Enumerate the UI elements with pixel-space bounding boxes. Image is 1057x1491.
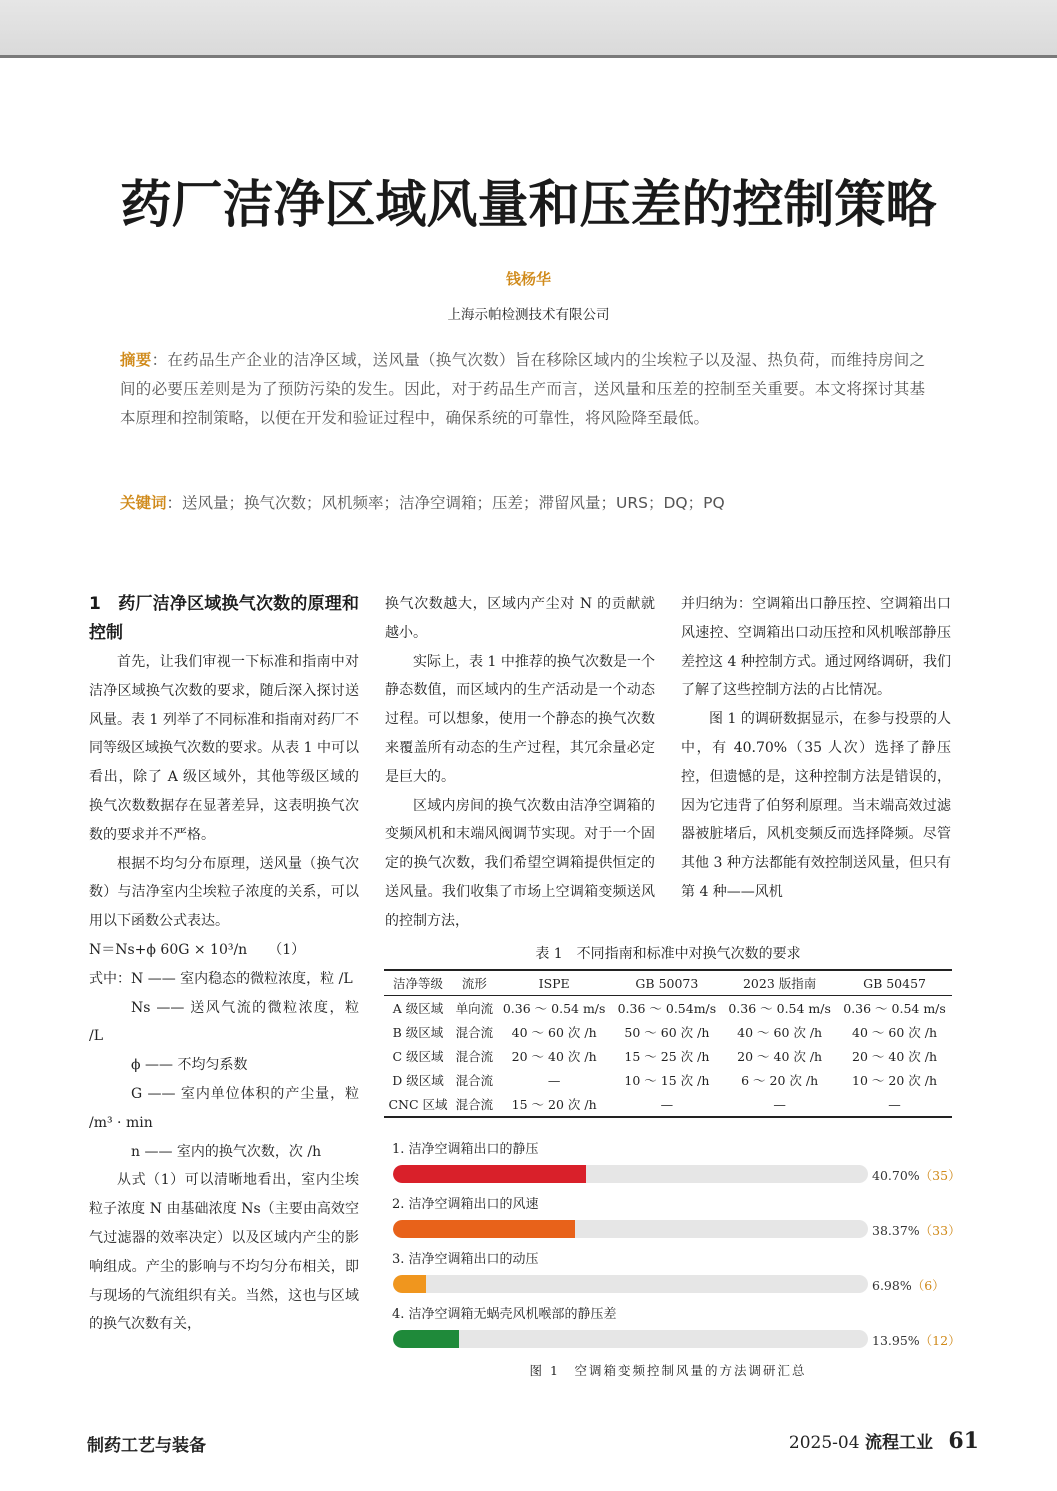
paragraph: 根据不均匀分布原理，送风量（换气次数）与洁净室内尘埃粒子浓度的关系，可以用以下函数公式表达。: [89, 855, 359, 930]
table-cell: —: [837, 1092, 952, 1117]
bar-value-label: [872, 1166, 961, 1184]
table-cell: 混合流: [455, 1049, 494, 1064]
bar: [393, 1165, 586, 1183]
table-row: [384, 996, 952, 1021]
bar: [393, 1330, 459, 1348]
table-row: [384, 1044, 952, 1068]
bar-value-label: [872, 1276, 945, 1294]
author-affiliation: 上海示帕检测技术有限公司: [447, 307, 610, 323]
footer-issue: [789, 1428, 979, 1454]
article-title: 药厂洁净区域风量和压差的控制策略: [120, 176, 937, 235]
table-cell: 0.36 ～ 0.54 m/s: [843, 1001, 946, 1016]
table-cell: 50 ～ 60 次 /h: [624, 1025, 710, 1040]
table-cell: 40 ～ 60 次 /h: [737, 1025, 823, 1040]
table-header-cell: 2023 版指南: [722, 970, 837, 996]
paragraph: 首先，让我们审视一下标准和指南中对洁净区域换气次数的要求，随后深入探讨送风量。表 1 列举了不同标准和指南对药厂不同等级区域换气次数的要求。从表 1 中可以看出，除了 A 级区域外，其他等级区域的换气次数数据存在显著差异，这表明换气次数的要求并不严格。: [89, 654, 359, 843]
bar-label: 1. 洁净空调箱出口的静压: [392, 1142, 539, 1157]
abstract: [120, 346, 925, 433]
bar-row: [390, 1303, 960, 1358]
page-number: 61: [948, 1428, 979, 1454]
table-cell: —: [612, 1092, 723, 1117]
bar-label: 4. 洁净空调箱无蜗壳风机喉部的静压差: [392, 1307, 617, 1322]
table-cell: 10 ～ 15 次 /h: [624, 1073, 710, 1088]
table-cell: 0.36 ～ 0.54 m/s: [728, 1001, 831, 1016]
bar-percent: 40.70%: [872, 1168, 920, 1183]
bar-percent: 13.95%: [872, 1333, 920, 1348]
table-row: [384, 1020, 952, 1044]
table-cell: C 级区域: [392, 1049, 444, 1064]
keywords-text: 送风量；换气次数；风机频率；洁净空调箱；压差；滞留风量；URS；DQ；PQ: [182, 494, 725, 512]
bar-count: （33）: [919, 1223, 961, 1238]
column-1: [89, 590, 359, 1339]
table-cell: B 级区域: [392, 1025, 444, 1040]
formula-definition: 式中：N —— 室内稳态的微粒浓度，粒 /L: [89, 970, 353, 987]
formula-definition: Ns —— 送风气流的微粒浓度，粒 /L: [89, 999, 359, 1045]
keywords-label: 关键词: [120, 494, 167, 512]
keywords: [120, 490, 940, 516]
bar-label: 3. 洁净空调箱出口的动压: [392, 1252, 539, 1267]
paragraph: 图 1 的调研数据显示，在参与投票的人中，有 40.70%（35 人次）选择了静压控，但遗憾的是，这种控制方法是错误的，因为它违背了伯努利原理。当末端高效过滤器被脏堵后，风机变频反而选择降频。尽管其他 3 种方法都能有效控制送风量，但只有第 4 种——风机: [681, 711, 951, 900]
section-heading: 1 药厂洁净区域换气次数的原理和控制: [89, 594, 359, 643]
table-cell: 6 ～ 20 次 /h: [741, 1073, 819, 1088]
author-name: 钱杨华: [505, 270, 551, 288]
table-header-cell: GB 50073: [612, 970, 723, 996]
table-cell: —: [547, 1072, 561, 1088]
table-cell: 15 ～ 20 次 /h: [497, 1092, 612, 1117]
figure-caption: 图 1 空调箱变频控制风量的方法调研汇总: [529, 1363, 807, 1378]
bar-count: （35）: [919, 1168, 961, 1183]
table-header-cell: GB 50457: [837, 970, 952, 996]
table-cell: 混合流: [455, 1025, 494, 1040]
bar: [393, 1220, 575, 1238]
table-cell: 单向流: [455, 1001, 494, 1016]
abstract-label: 摘要: [120, 351, 152, 369]
survey-bar-chart: [390, 1138, 960, 1358]
table-cell: 20 ～ 40 次 /h: [852, 1049, 938, 1064]
formula-definition: G —— 室内单位体积的产尘量，粒 /m³ · min: [89, 1085, 359, 1131]
bar-percent: 6.98%: [872, 1278, 912, 1293]
bar-value-label: [872, 1331, 961, 1349]
formula-definition: ϕ —— 不均匀系数: [131, 1057, 248, 1074]
formula-definition: n —— 室内的换气次数，次 /h: [131, 1143, 322, 1160]
footer-magazine: 流程工业: [864, 1433, 933, 1453]
formula: N＝Ns+ϕ 60G × 10³/n （1）: [89, 941, 306, 958]
bar: [393, 1275, 426, 1293]
paragraph: 实际上，表 1 中推荐的换气次数是一个静态数值，而区域内的生产活动是一个动态过程。可以想象，使用一个静态的换气次数来覆盖所有动态的生产过程，其冗余量必定是巨大的。: [385, 653, 655, 785]
footer-journal: 制药工艺与装备: [87, 1436, 206, 1456]
table-cell: 0.36 ～ 0.54m/s: [617, 1001, 717, 1016]
column-2: [385, 590, 655, 936]
bar-row: [390, 1193, 960, 1248]
paragraph: 从式（1）可以清晰地看出，室内尘埃粒子浓度 N 由基础浓度 Ns（主要由高效空气过滤器的效率决定）以及区域内产尘的影响组成。产尘的影响与不均匀分布相关，即与现场的气流组织有关。当然，这也与区域的换气次数有关，: [89, 1172, 359, 1333]
table-cell: 0.36 ～ 0.54 m/s: [502, 1001, 606, 1016]
footer-issue-date: 2025-04: [788, 1433, 860, 1453]
bar-percent: 38.37%: [872, 1223, 920, 1238]
table-cell: 15 ～ 25 次 /h: [624, 1049, 710, 1064]
table-cell: —: [722, 1092, 837, 1117]
table-row: [384, 1068, 952, 1092]
table-caption: 表 1 不同指南和标准中对换气次数的要求: [535, 946, 801, 962]
table-header-cell: ISPE: [497, 970, 612, 996]
table-cell: 10 ～ 20 次 /h: [852, 1073, 938, 1088]
table-cell: A 级区域: [392, 1001, 444, 1016]
abstract-colon: ：: [151, 351, 168, 369]
table-cell: 混合流: [452, 1092, 497, 1117]
keywords-colon: ：: [166, 494, 183, 512]
table-cell: D 级区域: [392, 1073, 444, 1088]
paragraph: 换气次数越大，区域内产尘对 N 的贡献就越小。: [385, 596, 655, 641]
bar-track: [393, 1330, 868, 1348]
bar-track: [393, 1165, 868, 1183]
bar-count: （12）: [919, 1333, 961, 1348]
paragraph: 并归纳为：空调箱出口静压控、空调箱出口风速控、空调箱出口动压控和风机喉部静压差控这 4 种控制方式。通过网络调研，我们了解了这些控制方法的占比情况。: [681, 596, 951, 699]
bar-row: [390, 1138, 960, 1193]
table-cell: 混合流: [455, 1073, 494, 1088]
abstract-text: 在药品生产企业的洁净区域，送风量（换气次数）旨在移除区域内的尘埃粒子以及湿、热负荷，而维持房间之间的必要压差则是为了预防污染的发生。因此，对于药品生产而言，送风量和压差的控制至关重要。本文将探讨其基本原理和控制策略，以便在开发和验证过程中，确保系统的可靠性，将风险降至最低。: [120, 351, 925, 427]
column-3: [681, 590, 951, 907]
paragraph: 区域内房间的换气次数由洁净空调箱的变频风机和末端风阀调节实现。对于一个固定的换气次数，我们希望空调箱提供恒定的送风量。我们收集了市场上空调箱变频送风的控制方法，: [385, 797, 655, 929]
table-header-row: [384, 970, 952, 996]
bar-track: [393, 1220, 868, 1238]
table-header-cell: 流形: [452, 970, 497, 996]
air-change-table: [384, 969, 952, 1118]
top-band: [0, 0, 1057, 58]
bar-label: 2. 洁净空调箱出口的风速: [392, 1197, 539, 1212]
table-cell: 20 ～ 40 次 /h: [511, 1049, 597, 1064]
bar-row: [390, 1248, 960, 1303]
bar-count: （6）: [911, 1278, 945, 1293]
table-cell: 20 ～ 40 次 /h: [737, 1049, 823, 1064]
table-row: [384, 1092, 952, 1117]
table-cell: 40 ～ 60 次 /h: [852, 1025, 938, 1040]
bar-value-label: [872, 1221, 961, 1239]
bar-track: [393, 1275, 868, 1293]
table-cell: 40 ～ 60 次 /h: [511, 1025, 597, 1040]
table-cell: CNC 区域: [384, 1092, 452, 1117]
table-header-cell: 洁净等级: [384, 970, 452, 996]
